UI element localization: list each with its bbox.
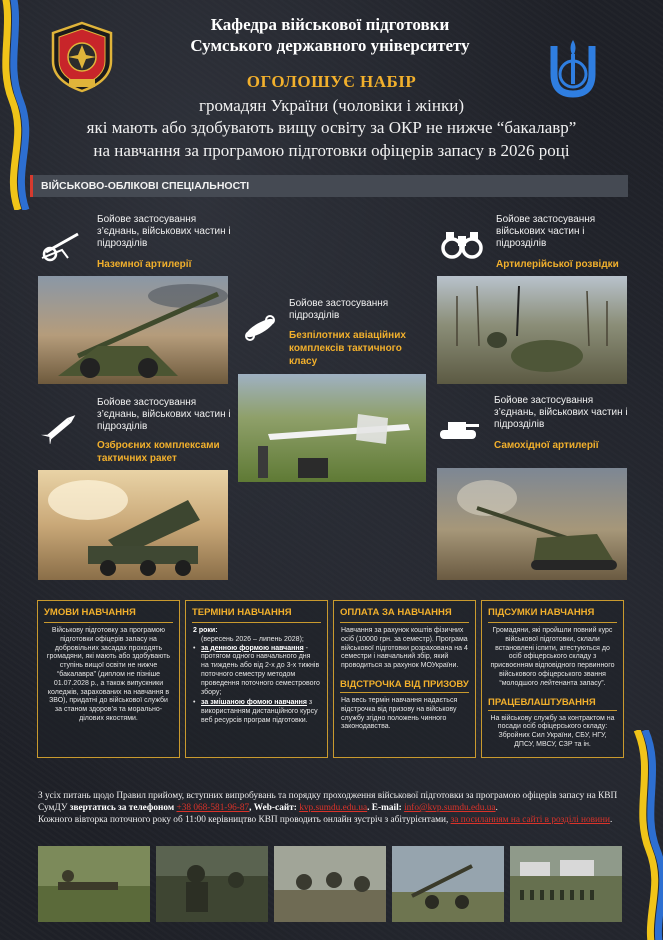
gallery-photo	[156, 846, 268, 922]
recon-photo	[437, 276, 627, 384]
specialty-description: підрозділів	[289, 310, 340, 321]
section-title: ВІЙСЬКОВО-ОБЛІКОВІ СПЕЦІАЛЬНОСТІ	[30, 175, 628, 197]
news-link[interactable]: за посиланням на сайті в розділі новини	[450, 815, 610, 825]
specialty-description: Бойове застосування	[97, 214, 197, 225]
specialty-description: Бойове застосування	[289, 298, 389, 309]
conditions-box	[37, 600, 180, 758]
box-text: На військову службу за контрактом на посади осіб офіцерського складу: Збройних Сил України, СБУ, НГУ, ДПСУ, МВСУ, СЗР та ін.	[490, 714, 615, 748]
box-text: Військову підготовку за програмою підготовки офіцерів запасу на добровільних засадах проходять громадяни, які мають або здобувають ступінь вищої освіти не нижче “бакалавра” (диплом не пізніше 01.07.2028 р., а також випускники коледжів, зарахованих на навчання в ЗВО), придатні до військової служби за станом здоров’я та морально-ділових якостями.	[46, 627, 171, 722]
specialty-description: підрозділів	[97, 421, 148, 432]
artillery-photo	[38, 276, 228, 384]
binoculars-icon	[440, 228, 484, 260]
announcement-title: ОГОЛОШУЄ НАБІР	[246, 72, 417, 91]
results-box	[481, 600, 624, 758]
specialty-name: Наземної артилерії	[97, 259, 192, 270]
specialty-name: Безпілотних авіаційних	[289, 330, 406, 341]
box-text: Навчання за рахунок коштів фізичних осіб (10000 грн. за семестр). Програма військової підготовки розрахована на 4 семестри і навчальний збір, який проводиться за рахунок МОУкраїни.	[341, 627, 468, 670]
announcement-line: які мають або здобувають вищу освіту за ОКР не нижче “бакалавр”	[86, 118, 577, 137]
university-logo	[540, 36, 606, 102]
missile-photo	[38, 470, 228, 580]
gallery-photo	[38, 846, 150, 922]
specialty-description: підрозділів	[494, 419, 545, 430]
terms-box	[185, 600, 328, 758]
box-title: УМОВИ НАВЧАННЯ	[44, 601, 173, 623]
announcement-line: на навчання за програмою підготовки офіцерів запасу в 2026 році	[93, 141, 570, 160]
term-period: (вересень 2026 – липень 2028);	[201, 635, 304, 643]
gallery-photo	[274, 846, 386, 922]
uav-photo	[238, 374, 426, 482]
box-text: Громадяни, які пройшли повний курс військової підготовки, склали встановлені іспити, атестуються до осіб офіцерського складу з присвоєнням відповідного первинного військового офіцерського звання “молодшого лейтенанта запасу”.	[490, 627, 615, 687]
box-title: ТЕРМІНИ НАВЧАННЯ	[192, 601, 321, 623]
specialty-description: Бойове застосування	[494, 395, 594, 406]
specialty-description: військових частин і	[496, 226, 585, 237]
tank-icon	[436, 412, 480, 444]
specialty-name: Озброєних комплексами	[97, 440, 220, 451]
specialty-description: підрозділів	[97, 238, 148, 249]
box-text: На весь термін навчання надається відстрочка від призову на військову службу згідно положень чинного законодавства.	[341, 696, 458, 731]
specialty-name: Самохідної артилерії	[494, 440, 599, 451]
term-item: • за денною формою навчання - протягом одного навчального дня на тиждень або від 2-х до 3-х тижнів поточного семестру методом проведення поточного семестрового збору;	[193, 645, 320, 698]
specialty-description: з’єднань, військових частин і	[97, 226, 231, 237]
term-item: • за змішаною фомою навчання з використанням дистанційного курсу веб ресурсів програм підготовки.	[193, 699, 320, 725]
drone-icon	[238, 312, 282, 344]
website-link[interactable]: kvp.sumdu.edu.ua	[299, 803, 368, 813]
payment-box	[333, 600, 476, 758]
contact-info	[38, 790, 626, 826]
specialty-name: класу	[289, 356, 318, 367]
term-list	[193, 645, 320, 726]
specialty-description: Бойове застосування	[97, 397, 197, 408]
term-duration: 2 роки:	[193, 627, 218, 634]
selfprop-photo	[437, 468, 627, 580]
box-subtitle: ВІДСТРОЧКА ВІД ПРИЗОВУ	[340, 679, 469, 693]
box-subtitle: ПРАЦЕВЛАШТУВАННЯ	[488, 697, 617, 711]
department-title: Кафедра військової підготовки Сумського державного університету	[190, 15, 470, 55]
gallery-photo	[510, 846, 622, 922]
howitzer-icon	[38, 230, 82, 262]
specialty-description: з’єднань, військових частин і	[494, 407, 628, 418]
specialty-description: Бойове застосування	[496, 214, 596, 225]
meeting-paragraph: Кожного вівторка поточного року об 11:00 керівництво КВП проводить онлайн зустріч з абітурієнтами, за посиланням на сайті в розділі новини.	[38, 815, 613, 825]
specialty-description: підрозділів	[496, 238, 547, 249]
ribbon-decoration	[631, 730, 663, 940]
contact-paragraph: З усіх питань щодо Правил прийому, вступних випробувань та порядку проходження військової підготовки за програмою офіцерів запасу на КВП СумДУ звертатись за телефоном +38 068-581-96-87, Web-сайт: kvp.sumdu.edu.ua. E-mail: info@kvp.sumdu.edu.ua.	[38, 791, 618, 813]
missile-icon	[38, 412, 82, 444]
box-title: ОПЛАТА ЗА НАВЧАННЯ	[340, 601, 469, 623]
announcement-line: громадян України (чоловіки і жінки)	[198, 96, 465, 115]
specialty-name: Артилерійської розвідки	[496, 259, 619, 270]
email-link[interactable]: info@kvp.sumdu.edu.ua	[404, 803, 496, 813]
specialty-name: комплексів тактичного	[289, 343, 402, 354]
gallery-photo	[392, 846, 504, 922]
box-text	[186, 623, 327, 732]
phone-link[interactable]: +38 068-581-96-87	[176, 803, 250, 813]
specialty-description: з’єднань, військових частин і	[97, 409, 231, 420]
box-title: ПІДСУМКИ НАВЧАННЯ	[488, 601, 617, 623]
specialty-name: тактичних ракет	[97, 453, 177, 464]
